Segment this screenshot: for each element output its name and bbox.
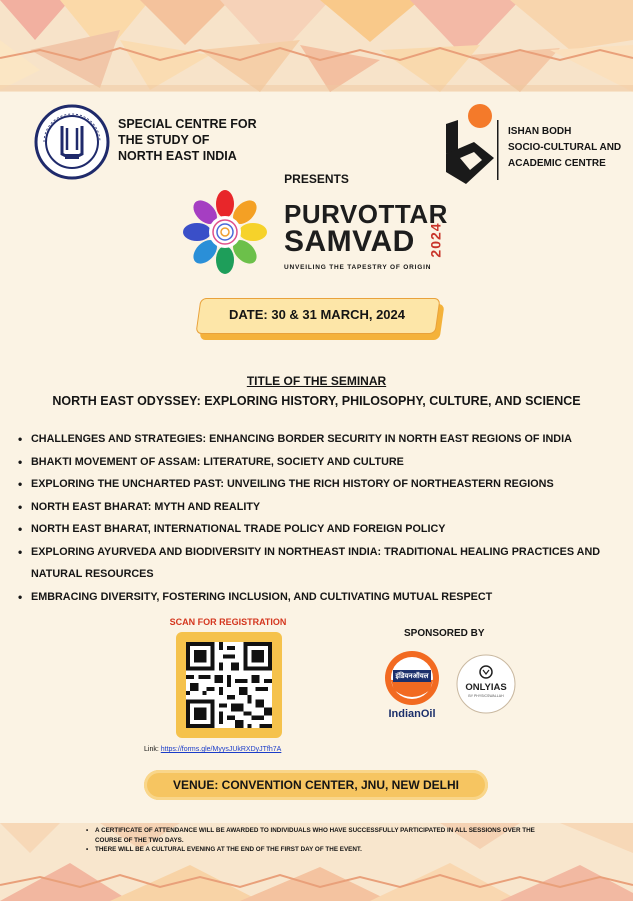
onlyias-logo-icon [456,654,516,714]
sponsored-by-label: SPONSORED BY [404,628,485,639]
flower-mandala-icon [174,190,276,274]
topics-list [18,428,623,608]
event-name-line-2: SAMVAD [284,225,415,258]
organizer-right-line-3: ACADEMIC CENTRE [508,158,606,169]
presents-label: PRESENTS [284,172,349,186]
registration-link[interactable]: https://forms.gle/MyysJUkRXDyJTfh7A [160,746,282,753]
seminar-label: TITLE OF THE SEMINAR [246,374,387,388]
topic-item: • EXPLORING THE UNCHARTED PAST: UNVEILING THE RICH HISTORY OF NORTHEASTERN REGIONS [18,473,623,496]
note-item: • THERE WILL BE A CULTURAL EVENING AT THE END OF THE FIRST DAY OF THE EVENT. [86,845,556,855]
note-item: • A CERTIFICATE OF ATTENDANCE WILL BE AWARDED TO INDIVIDUALS WHO HAVE SUCCESSFULLY PARTICIPATED IN ALL SESSIONS OVER THE COURSE OF THE TWO DAYS. [86,826,556,845]
event-tagline: UNVEILING THE TAPESTRY OF ORIGIN [284,264,432,271]
topic-item: • EXPLORING AYURVEDA AND BIODIVERSITY IN NORTHEAST INDIA: TRADITIONAL HEALING PRACTICES AND NATURAL RESOURCES [18,541,623,586]
organizer-right-name [508,124,628,172]
venue-banner [144,770,488,800]
venue-text: VENUE: CONVENTION CENTER, JNU, NEW DELHI [172,778,460,792]
seminar-title: NORTH EAST ODYSSEY: EXPLORING HISTORY, PHILOSOPHY, CULTURE, AND SCIENCE [52,394,581,408]
topic-item: • BHAKTI MOVEMENT OF ASSAM: LITERATURE, SOCIETY AND CULTURE [18,451,623,474]
organizer-left-line-3: NORTH EAST INDIA [118,149,237,163]
indianoil-hindi-text: इंडियनऑयल [395,672,429,680]
organizer-left-line-2: THE STUDY OF [118,133,210,147]
event-date: DATE: 30 & 31 MARCH, 2024 [228,307,406,322]
registration-link-row [144,746,281,753]
organizer-left-name [118,116,258,164]
event-year [427,212,458,272]
event-year-text: 2024 [427,222,444,258]
organizer-left-line-1: SPECIAL CENTRE FOR [118,117,257,131]
decorative-top-band [0,0,633,96]
onlyias-tagline: BY PHYSICSWALLAH [468,694,504,698]
jnu-emblem-icon [34,104,110,180]
topic-item: • EMBRACING DIVERSITY, FOSTERING INCLUSION, AND CULTIVATING MUTUAL RESPECT [18,586,623,609]
organizer-right-line-1: ISHAN BODH [508,126,572,137]
topic-item: • CHALLENGES AND STRATEGIES: ENHANCING BORDER SECURITY IN NORTH EAST REGIONS OF INDIA [18,428,623,451]
topic-item: • NORTH EAST BHARAT, INTERNATIONAL TRADE POLICY AND FOREIGN POLICY [18,518,623,541]
topic-item: • NORTH EAST BHARAT: MYTH AND REALITY [18,496,623,519]
onlyias-name: ONLYIAS [465,682,507,693]
indianoil-logo-icon [382,650,442,722]
event-name-line-1: PURVOTTAR [284,199,448,229]
registration-link-label: Link: [144,746,159,753]
date-banner [198,298,442,342]
scan-for-registration-label: SCAN FOR REGISTRATION [169,617,287,627]
organizer-right-line-2: SOCIO-CULTURAL AND [508,142,622,153]
indianoil-name: IndianOil [388,708,436,720]
event-name [284,200,448,256]
qr-code-icon[interactable] [176,632,282,738]
notes-list [86,826,556,855]
